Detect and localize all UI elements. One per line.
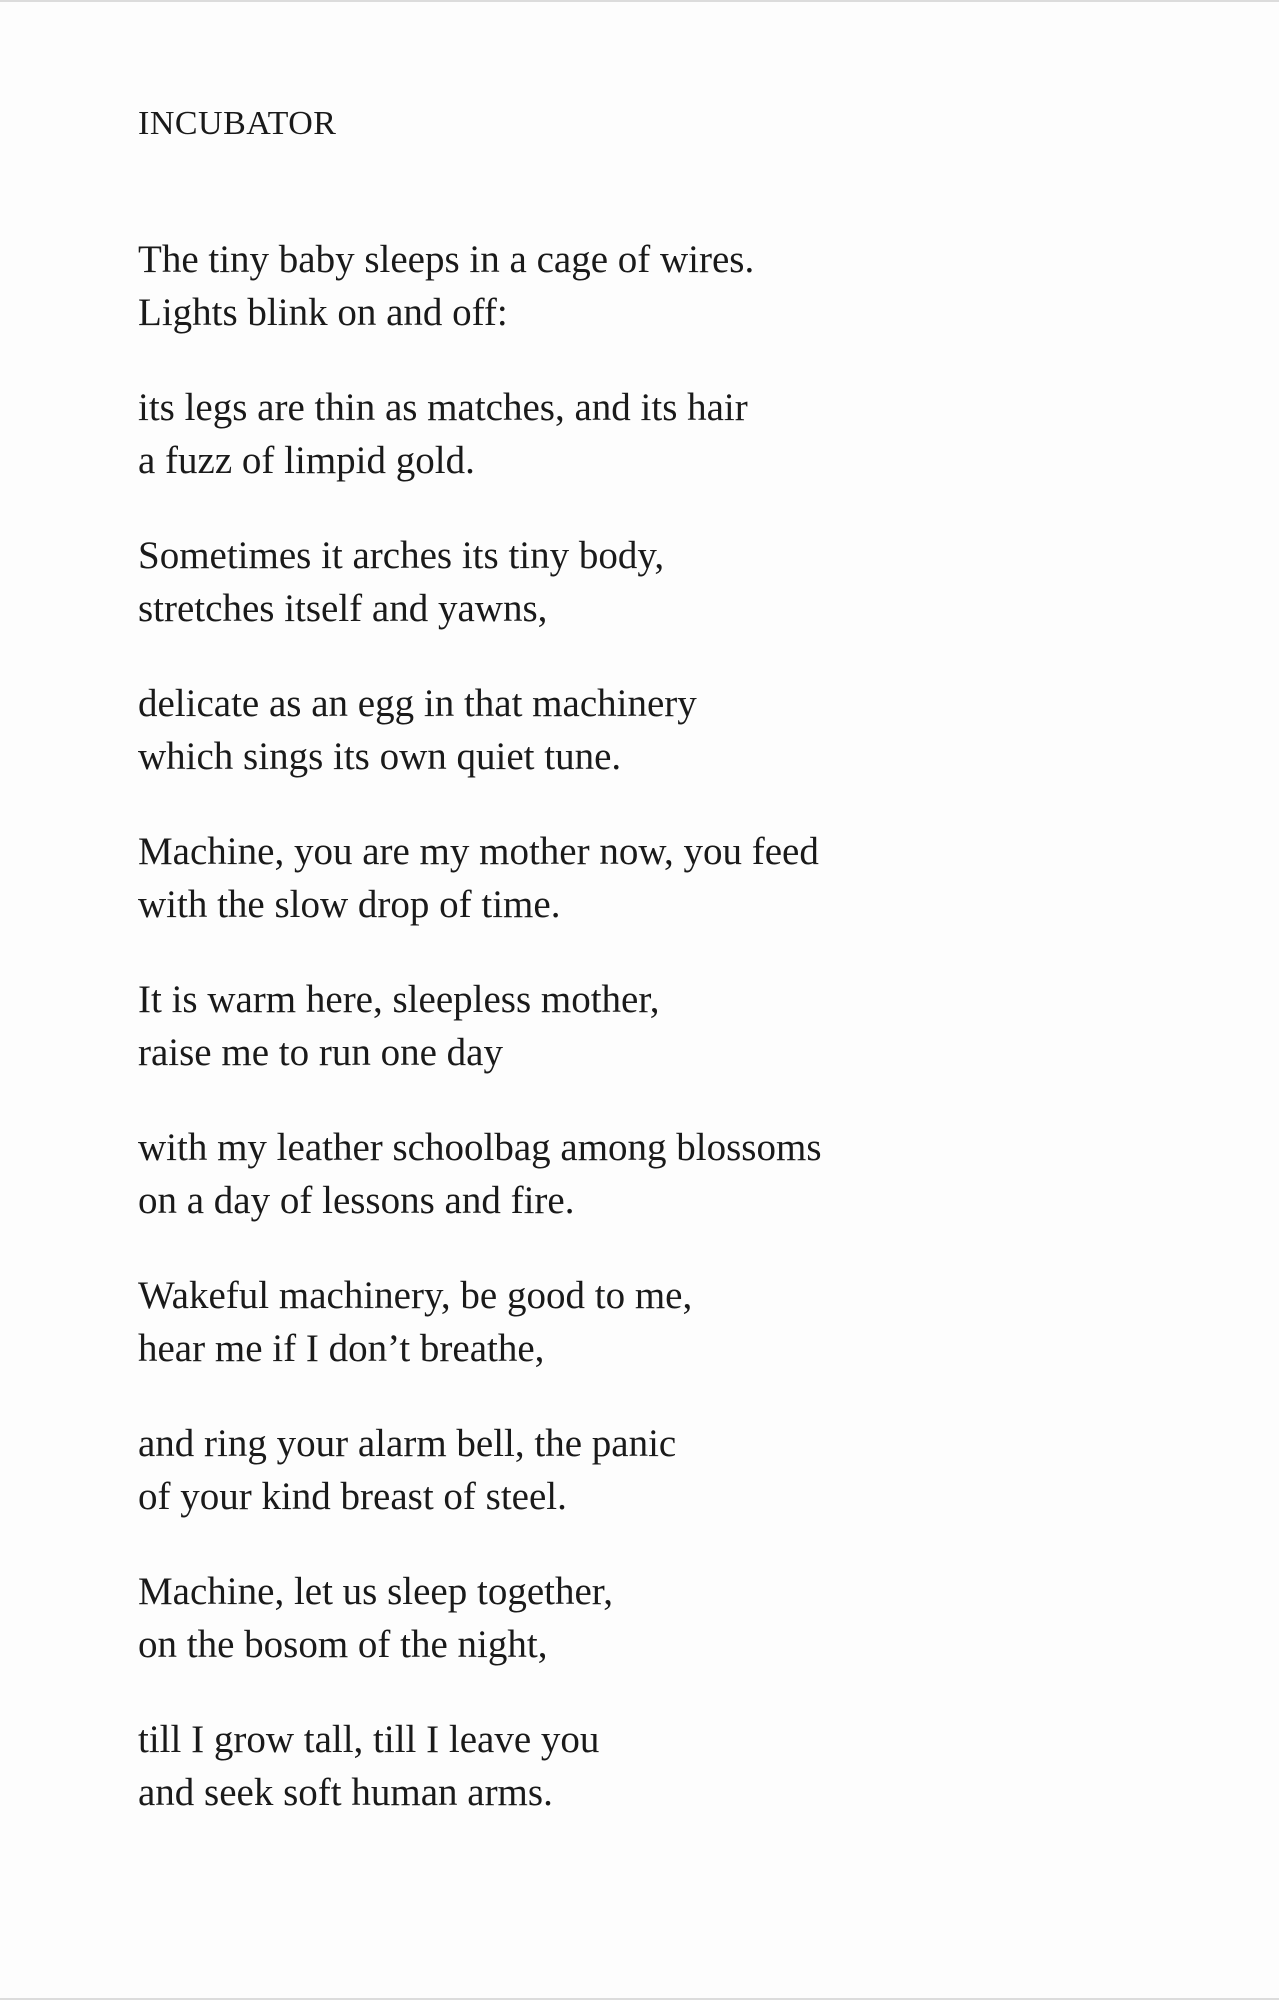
poem-line: on the bosom of the night,	[138, 1623, 548, 1666]
poem-line: delicate as an egg in that machinery	[138, 682, 697, 725]
poem-line: The tiny baby sleeps in a cage of wires.	[138, 238, 755, 281]
poem-line: till I grow tall, till I leave you	[138, 1718, 600, 1761]
poem-line: Wakeful machinery, be good to me,	[138, 1274, 693, 1317]
stanza-3	[138, 529, 1219, 635]
poem-line: with my leather schoolbag among blossoms	[138, 1126, 822, 1169]
poem-line: Machine, let us sleep together,	[138, 1570, 613, 1613]
poem-line: a fuzz of limpid gold.	[138, 439, 475, 482]
poem-line: and ring your alarm bell, the panic	[138, 1422, 677, 1465]
stanza-9	[138, 1417, 1219, 1523]
stanza-4	[138, 677, 1219, 783]
poem-line: which sings its own quiet tune.	[138, 735, 622, 778]
poem-line: of your kind breast of steel.	[138, 1475, 567, 1518]
stanza-7	[138, 1121, 1219, 1227]
stanza-5	[138, 825, 1219, 931]
stanza-1	[138, 233, 1219, 339]
stanza-8	[138, 1269, 1219, 1375]
page-top-edge-line	[0, 0, 1279, 2]
stanza-2	[138, 381, 1219, 487]
poem-line: its legs are thin as matches, and its hair	[138, 386, 748, 429]
poem-line: It is warm here, sleepless mother,	[138, 978, 660, 1021]
poem-line: hear me if I don’t breathe,	[138, 1327, 545, 1370]
poem-line: Machine, you are my mother now, you feed	[138, 830, 819, 873]
poem-line: stretches itself and yawns,	[138, 587, 548, 630]
poem-line: and seek soft human arms.	[138, 1771, 553, 1814]
poem-title: INCUBATOR	[138, 105, 337, 142]
stanza-10	[138, 1565, 1219, 1671]
poem-line: raise me to run one day	[138, 1031, 503, 1074]
poem-line: on a day of lessons and fire.	[138, 1179, 575, 1222]
poem-line: with the slow drop of time.	[138, 883, 561, 926]
poem-line: Lights blink on and off:	[138, 291, 508, 334]
stanza-6	[138, 973, 1219, 1079]
poem-line: Sometimes it arches its tiny body,	[138, 534, 665, 577]
stanza-11	[138, 1713, 1219, 1819]
